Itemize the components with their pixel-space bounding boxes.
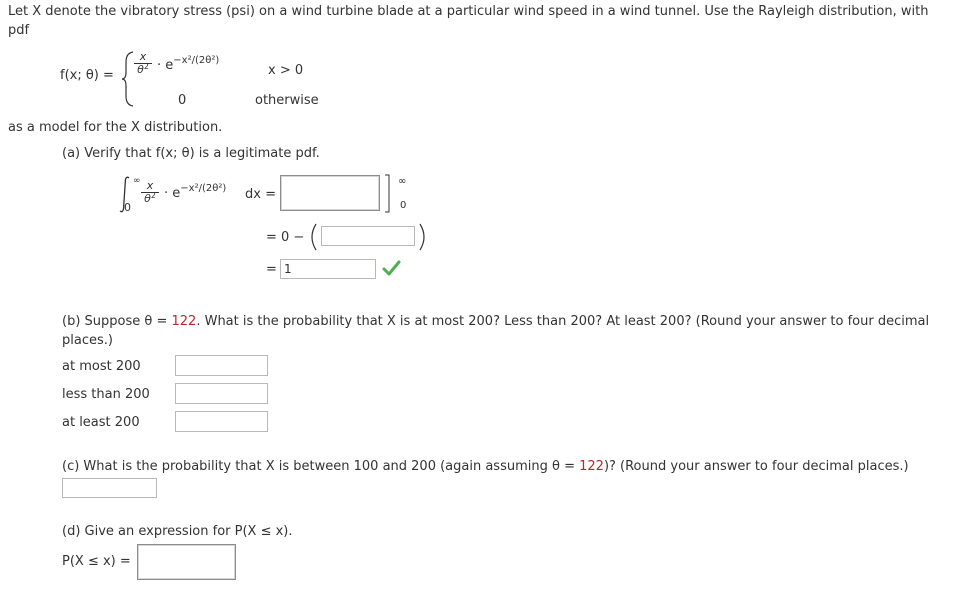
part-d-label: P(X ≤ x) = (62, 554, 131, 569)
integral-lower: 0 (124, 201, 131, 214)
eval-lower-limit: 0 (400, 200, 407, 211)
part-b-question-post: . What is the probability that X is at most 200? Less than 200? At least 200? (Round your answer to four decimal (196, 314, 930, 329)
pdf-frac-den-exp: 2 (143, 62, 149, 71)
pdf-lhs: f(x; θ) = (60, 68, 114, 83)
part-c-question-pre: (c) What is the probability that X is between 100 and 200 (again assuming θ = (62, 459, 580, 474)
antiderivative-input[interactable] (280, 175, 380, 211)
pdf-exp-base: e (165, 58, 174, 73)
part-a-line3-prefix: = (266, 262, 277, 277)
pdf-frac-num: x (134, 51, 152, 64)
at-least-200-input[interactable] (175, 411, 268, 432)
check-mark-icon (381, 259, 401, 277)
eval-upper-limit: ∞ (398, 176, 407, 187)
pdf-exp-term (157, 55, 220, 73)
integrand-frac-den-exp: 2 (150, 191, 156, 200)
right-paren-icon (418, 222, 430, 252)
part-d-expression-input[interactable] (137, 544, 236, 580)
pdf-case1-cond: x > 0 (268, 63, 304, 78)
integrand-fraction (141, 180, 159, 206)
integrand-frac-num: x (141, 180, 159, 193)
part-a-answer-input[interactable] (280, 259, 376, 279)
part-c-question (62, 459, 909, 474)
pdf-case2-value: 0 (178, 93, 187, 108)
less-than-200-label: less than 200 (62, 387, 150, 402)
part-b-question-pre: (b) Suppose θ = (62, 314, 172, 329)
pdf-exp-power: −x²/(2θ²) (173, 55, 220, 66)
pdf-frac-den: θ (137, 63, 144, 76)
integrand-dot: · (164, 186, 169, 201)
limit-at-zero-input[interactable] (321, 226, 415, 246)
part-c-question-post: )? (Round your answer to four decimal places.) (603, 459, 909, 474)
part-c-theta: 122 (579, 459, 604, 474)
integral-upper: ∞ (133, 176, 141, 186)
dx-equals: dx = (245, 187, 276, 202)
integrand-exp-term (164, 183, 227, 201)
integrand-exp-power: −x²/(2θ²) (180, 183, 227, 194)
at-most-200-label: at most 200 (62, 359, 141, 374)
part-a-line2-prefix: = 0 − (266, 230, 305, 245)
intro-line-2: pdf (8, 23, 30, 38)
part-b-theta: 122 (171, 314, 197, 329)
part-c-answer-input[interactable] (62, 478, 157, 498)
at-most-200-input[interactable] (175, 355, 268, 376)
part-d-question: (d) Give an expression for P(X ≤ x). (62, 524, 293, 539)
part-a-question: (a) Verify that f(x; θ) is a legitimate pdf. (62, 146, 320, 161)
integrand-exp-base: e (172, 186, 181, 201)
pdf-case2-cond: otherwise (255, 93, 319, 108)
intro-line-1: Let X denote the vibratory stress (psi) on a wind turbine blade at a particular wind speed in a wind tunnel. Use the Rayleigh distribution, with (8, 4, 929, 19)
at-least-200-label: at least 200 (62, 415, 140, 430)
pdf-fraction (134, 51, 152, 77)
model-text: as a model for the X distribution. (8, 120, 223, 135)
integrand-frac-den: θ (144, 192, 151, 205)
pdf-dot: · (157, 58, 162, 73)
part-b-question (62, 314, 929, 329)
part-b-question-line2: places.) (62, 333, 113, 348)
left-paren-icon (306, 222, 318, 252)
eval-bracket-icon (384, 174, 392, 214)
less-than-200-input[interactable] (175, 383, 268, 404)
